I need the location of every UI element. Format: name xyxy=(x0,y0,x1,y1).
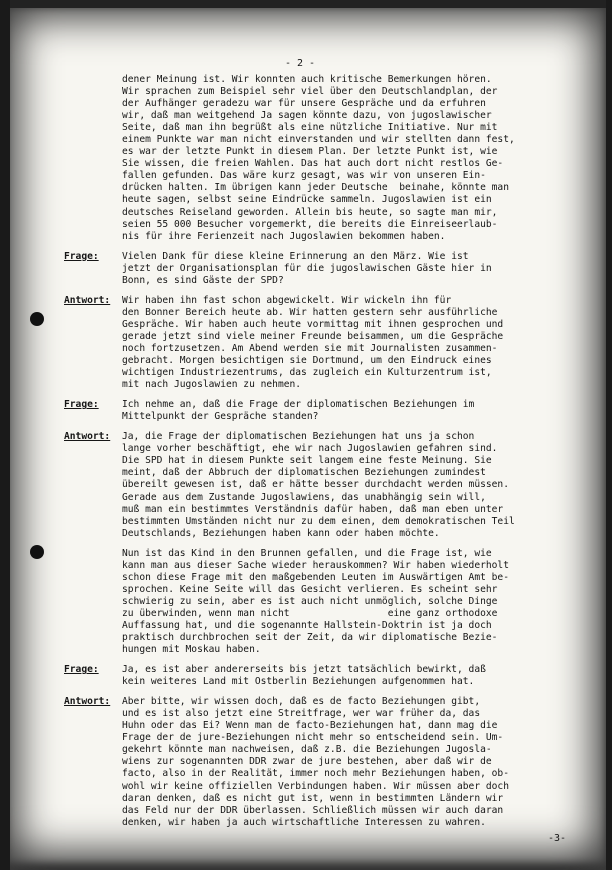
text-line: gebracht. Morgen besichtigen sie Dortmund, um den Eindruck eines xyxy=(122,355,492,367)
text-line: praktisch durchbrochen seit der Zeit, da wir diplomatische Bezie- xyxy=(122,632,498,644)
text-line: Gerade aus dem Zustande Jugoslawiens, das unabhängig sein will, xyxy=(122,491,486,503)
intro-paragraph xyxy=(122,74,584,243)
answer-text xyxy=(122,696,584,829)
text-line: sprochen. Keine Seite will das Gesicht verlieren. Es scheint sehr xyxy=(122,583,498,595)
text-line: gerade jetzt sind viele meiner Freunde beisammen, um die Gespräche xyxy=(122,330,504,342)
answer-block xyxy=(64,431,584,539)
text-line: Ich nehme an, daß die Frage der diplomatischen Beziehungen im xyxy=(122,399,475,411)
text-line: übereilt gewesen ist, daß er hätte besser durchdacht werden müssen. xyxy=(122,479,509,491)
answer-block xyxy=(64,295,584,391)
text-line: Huhn oder das Ei? Wenn man de facto-Beziehungen hat, dann mag die xyxy=(122,720,498,732)
text-line: Aber bitte, wir wissen doch, daß es de facto Beziehungen gibt, xyxy=(122,696,481,708)
text-line: wiens zur sogenannten DDR zwar de jure bestehen, aber daß wir de xyxy=(122,756,492,768)
punch-hole-bottom xyxy=(30,545,44,559)
question-text xyxy=(122,664,584,688)
question-text xyxy=(122,399,584,423)
text-line: das Feld nur der DDR überlassen. Schließlich müssen wir auch daran xyxy=(122,804,504,816)
text-line: wichtigen Industriezentrums, das zugleich ein Kulturzentrum ist, xyxy=(122,367,492,379)
text-line: muß man ein bestimmtes Verständnis dafür haben, daß man eben unter xyxy=(122,503,504,515)
text-line: zu überwinden, wenn man nicht eine ganz orthodoxe xyxy=(122,607,498,619)
speaker-label-answer: Antwort: xyxy=(64,294,111,306)
text-line: Seite, daß man ihn begrüßt als eine nützliche Initiative. Nur mit xyxy=(122,122,498,134)
text-line: drücken halten. Im übrigen kann jeder Deutsche beinahe, könnte man xyxy=(122,182,509,194)
text-line: Wir sprachen zum Beispiel sehr viel über den Deutschlandplan, der xyxy=(122,86,498,98)
text-line: daran denken, daß es nicht gut ist, wenn in bestimmten Ländern wir xyxy=(122,792,504,804)
text-line: es war der letzte Punkt in diesem Plan. Der letzte Punkt ist, wie xyxy=(122,146,498,158)
answer-text xyxy=(122,431,584,539)
question-text xyxy=(122,251,584,287)
text-line: fallen gefunden. Das wäre kurz gesagt, was wir von unseren Ein- xyxy=(122,170,486,182)
answer-text xyxy=(122,295,584,391)
speaker-label-answer: Antwort: xyxy=(64,696,111,708)
text-line: Sie wissen, die freien Wahlen. Das hat auch dort nicht restlos Ge- xyxy=(122,158,504,170)
speaker-label-question: Frage: xyxy=(64,664,99,676)
scan-edge-right xyxy=(606,0,612,870)
text-line: nis für ihre Ferienzeit nach Jugoslawien bekommen haben. xyxy=(122,230,446,242)
typed-transcript xyxy=(64,55,584,837)
text-line: deutsches Reiseland geworden. Allein bis heute, so sagte man mir, xyxy=(122,206,498,218)
text-line: seien 55 000 Besucher vorgemerkt, die bereits die Einreiseerlaub- xyxy=(122,218,498,230)
text-line: einem Punkte war man nicht einverstanden und wir stellten dann fest, xyxy=(122,134,515,146)
text-line: bestimmten Umständen nicht nur zu dem einen, dem demokratischen Teil xyxy=(122,515,515,527)
text-line: noch fortzusetzen. Am Abend werden sie mit Journalisten zusammen- xyxy=(122,342,498,354)
text-line: Gespräche. Wir haben auch heute vormittag mit ihnen gesprochen und xyxy=(122,318,504,330)
text-line: Mittelpunkt der Gespräche standen? xyxy=(122,411,319,423)
text-line: und es ist also jetzt eine Streitfrage, wer war früher da, das xyxy=(122,708,481,720)
text-line: Frage der de jure-Beziehungen nicht mehr so entscheidend sein. Um- xyxy=(122,732,504,744)
text-line: den Bonner Bereich heute ab. Wir hatten gestern sehr ausführliche xyxy=(122,306,498,318)
answer-continuation-paragraph xyxy=(122,548,584,656)
speaker-label-question: Frage: xyxy=(64,399,99,411)
text-line: Deutschlands, Beziehungen haben kann oder haben möchte. xyxy=(122,527,440,539)
text-line: heute sagen, selbst seine Eindrücke sammeln. Jugoslawien ist ein xyxy=(122,194,492,206)
page-number: - 2 - xyxy=(284,58,316,69)
text-line: schon diese Frage mit den maßgebenden Leuten im Auswärtigen Amt be- xyxy=(122,571,509,583)
text-line: Ja, die Frage der diplomatischen Beziehungen hat uns ja schon xyxy=(122,431,475,443)
text-line: jetzt der Organisationsplan für die jugoslawischen Gäste hier in xyxy=(122,262,492,274)
question-block xyxy=(64,664,584,688)
text-line: Wir haben ihn fast schon abgewickelt. Wir wickeln ihn für xyxy=(122,294,452,306)
answer-block xyxy=(64,696,584,829)
text-line: Auffassung hat, und die sogenannte Hallstein-Doktrin ist ja doch xyxy=(122,619,492,631)
continuation-marker: -3- xyxy=(548,833,567,844)
scan-edge-top xyxy=(0,0,612,8)
question-block xyxy=(64,399,584,423)
text-line: Ja, es ist aber andererseits bis jetzt tatsächlich bewirkt, daß xyxy=(122,664,486,676)
text-line: Bonn, es sind Gäste der SPD? xyxy=(122,274,284,286)
text-line: mit nach Jugoslawien zu nehmen. xyxy=(122,379,302,391)
speaker-label-answer: Antwort: xyxy=(64,431,111,443)
text-line: schwierig zu sein, aber es ist auch nicht unmöglich, solche Dinge xyxy=(122,595,498,607)
text-line: gekehrt könnte man nachweisen, daß z.B. die Beziehungen Jugosla- xyxy=(122,744,492,756)
text-line: hungen mit Moskau haben. xyxy=(122,644,261,656)
question-block xyxy=(64,251,584,287)
scan-edge-left xyxy=(0,0,10,870)
text-line: Vielen Dank für diese kleine Erinnerung an den März. Wie ist xyxy=(122,250,469,262)
punch-hole-top xyxy=(30,312,44,326)
text-line: facto, also in der Realität, immer noch mehr Beziehungen haben, ob- xyxy=(122,768,509,780)
text-line: wohl wir keine offiziellen Verbindungen haben. Wir müssen aber doch xyxy=(122,780,509,792)
text-line: kann man aus dieser Sache wieder herauskommen? Wir haben wiederholt xyxy=(122,559,509,571)
text-line: meint, daß der Abbruch der diplomatischen Beziehungen zumindest xyxy=(122,467,486,479)
speaker-label-question: Frage: xyxy=(64,250,99,262)
text-line: der Aufhänger geradezu war für unsere Gespräche und da erfuhren xyxy=(122,98,486,110)
text-line: kein weiteres Land mit Ostberlin Beziehungen aufgenommen hat. xyxy=(122,676,475,688)
text-line: lange vorher beschäftigt, ehe wir nach Jugoslawien gefahren sind. xyxy=(122,443,498,455)
text-line: Nun ist das Kind in den Brunnen gefallen, und die Frage ist, wie xyxy=(122,547,492,559)
text-line: Die SPD hat in diesem Punkte seit langem eine feste Meinung. Sie xyxy=(122,455,492,467)
text-line: dener Meinung ist. Wir konnten auch kritische Bemerkungen hören. xyxy=(122,74,492,85)
text-line: denken, wir haben ja auch wirtschaftliche Interessen zu wahren. xyxy=(122,816,486,828)
text-line: wir, daß man weitgehend Ja sagen könnte dazu, von jugoslawischer xyxy=(122,110,492,122)
